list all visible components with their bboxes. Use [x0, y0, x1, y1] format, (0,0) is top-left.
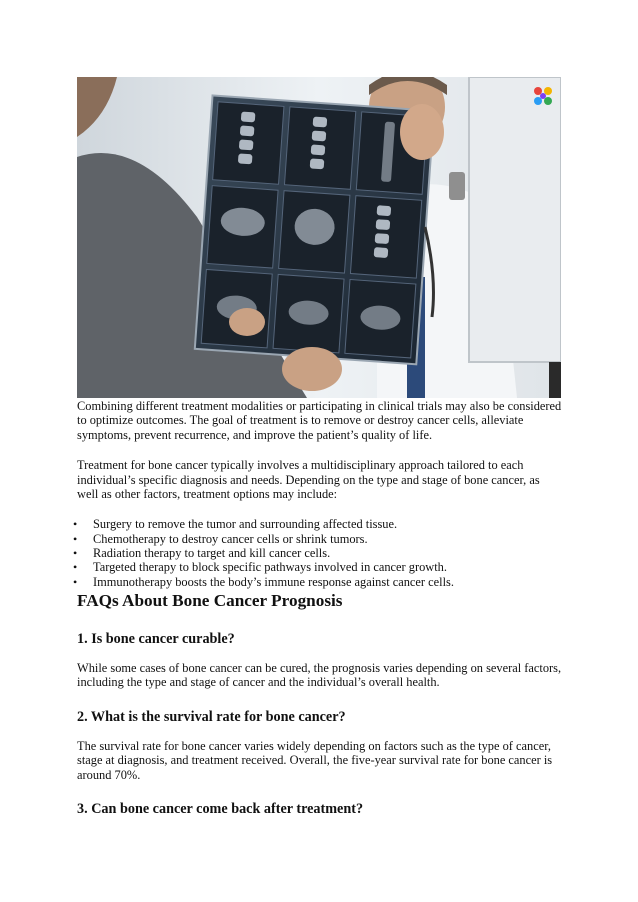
list-item-text: Targeted therapy to block specific pathways involved in cancer growth. — [93, 560, 447, 575]
faq-question-3: 3. Can bone cancer come back after treatment? — [77, 800, 364, 817]
faq-question-2: 2. What is the survival rate for bone cancer? — [77, 708, 346, 725]
patient-hand-left — [229, 308, 265, 336]
list-item-text: Chemotherapy to destroy cancer cells or shrink tumors. — [93, 531, 368, 546]
list-item-text: Surgery to remove the tumor and surrounding affected tissue. — [93, 517, 398, 532]
list-item — [73, 574, 563, 589]
patient-hand-right — [282, 347, 342, 391]
faq-answer-1: While some cases of bone cancer can be cured, the prognosis varies depending on several factors, including the type and stage of cancer and the individual’s overall health. — [77, 660, 562, 690]
bullet-glyph: • — [73, 574, 78, 589]
paragraph-treatment-approach: Treatment for bone cancer typically involves a multidisciplinary approach tailored to each individual’s specific diagnosis and needs. Depending on the type and stage of bone cancer, as well as other factors, treatment options may include: — [77, 458, 540, 502]
article-content — [73, 399, 563, 818]
monitor — [469, 77, 561, 362]
bullet-glyph: • — [73, 546, 78, 561]
bullet-glyph: • — [73, 517, 78, 532]
faq-answer-2: The survival rate for bone cancer varies widely depending on factors such as the type of cancer, stage at diagnosis, and treatment received. Overall, the five-year survival rate for bone cancer is around 70%. — [77, 738, 553, 782]
list-item — [73, 546, 563, 561]
faq-heading: FAQs About Bone Cancer Prognosis — [77, 590, 343, 610]
paragraph-treatment-goals: Combining different treatment modalities or participating in clinical trials may also be considered to optimize outcomes. The goal of treatment is to remove or destroy cancer cells, alleviate symptoms, prevent recurrence, and improve the patient’s quality of life. — [77, 399, 562, 442]
xray-photo-svg — [77, 77, 561, 398]
xray-photo — [77, 77, 561, 398]
bullet-glyph: • — [73, 531, 78, 546]
list-item-text: Radiation therapy to target and kill cancer cells. — [93, 546, 331, 561]
list-item — [73, 560, 563, 575]
treatment-options-list — [73, 517, 563, 589]
list-item — [73, 517, 563, 532]
faq-question-1: 1. Is bone cancer curable? — [77, 630, 235, 647]
list-item-text: Immunotherapy boosts the body’s immune response against cancer cells. — [93, 574, 454, 589]
bullet-glyph: • — [73, 560, 78, 575]
list-item — [73, 531, 563, 546]
monitor-stand — [549, 362, 561, 398]
doctor-hand — [400, 104, 444, 160]
wristwatch — [449, 172, 465, 200]
